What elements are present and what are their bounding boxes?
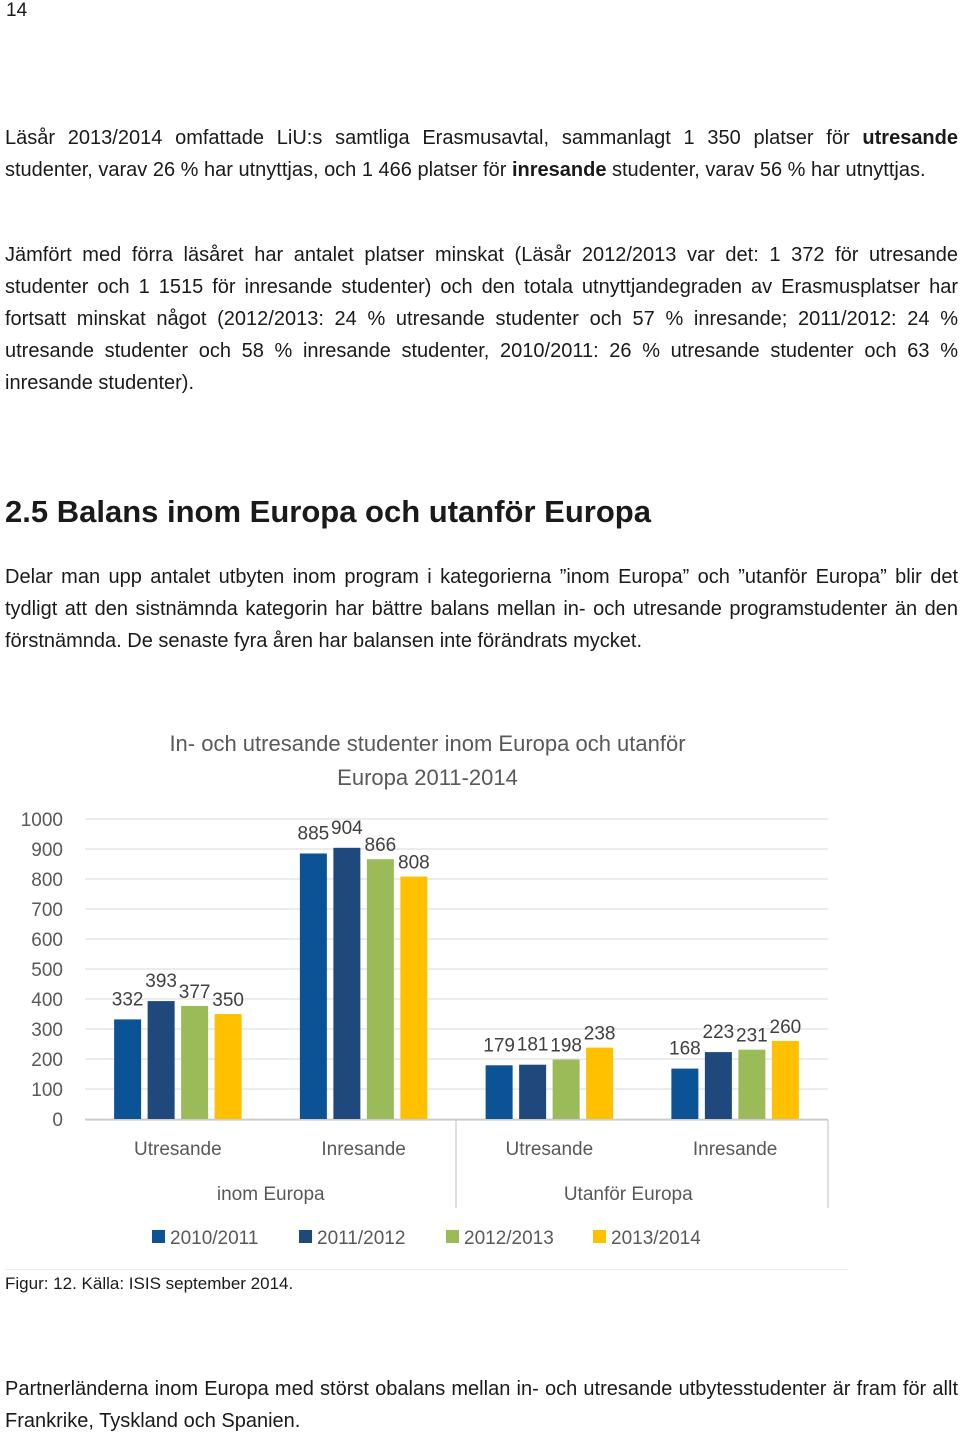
data-label: 904 <box>331 817 363 839</box>
data-label: 393 <box>145 971 177 993</box>
bar-2010-2011 <box>671 1069 698 1119</box>
y-tick-label: 800 <box>31 870 63 891</box>
bar-2013-2014 <box>586 1048 613 1119</box>
bar-2010-2011 <box>300 854 327 1120</box>
section-heading: 2.5 Balans inom Europa och utanför Europa <box>5 494 651 529</box>
bar-2012-2013 <box>367 859 394 1119</box>
data-label: 332 <box>111 989 144 1011</box>
x-category-label: Utresande <box>134 1139 222 1160</box>
data-label: 198 <box>550 1035 582 1057</box>
bar-2012-2013 <box>181 1006 208 1119</box>
y-tick-label: 900 <box>31 840 63 861</box>
data-label: 260 <box>769 1017 802 1038</box>
paragraph-comparison: Jämfört med förra läsåret har antalet platser minskat (Läsår 2012/2013 var det: 1 372 för utresande studenter och 1 1515 för inresande studenter) och den totala utnyttjandegraden av Erasmusplatser har fortsatt minskat något (2012/2013: 24 % utresande studenter och 57 % inresande; 2011/2012: 24 % utresande studenter och 58 % inresande studenter, 2010/2011: 26 % utresande studenter och 63 % inresande studenter). <box>5 244 958 394</box>
legend-swatch <box>152 1230 165 1243</box>
legend-swatch <box>593 1230 606 1243</box>
figure-caption: Figur: 12. Källa: ISIS september 2014. <box>5 1274 294 1293</box>
chart-title-line1: In- och utresande studenter inom Europa och utanför <box>169 731 686 756</box>
bar-2011-2012 <box>519 1065 546 1119</box>
data-label: 168 <box>669 1038 701 1060</box>
bar-2011-2012 <box>333 848 360 1119</box>
bar-2010-2011 <box>114 1019 141 1119</box>
data-label: 179 <box>483 1035 515 1057</box>
legend-label: 2012/2013 <box>464 1228 554 1249</box>
y-tick-label: 500 <box>31 960 63 981</box>
data-label: 238 <box>583 1023 616 1045</box>
bold-utresande: utresande <box>862 127 958 149</box>
bar-2010-2011 <box>486 1065 513 1119</box>
bar-2012-2013 <box>738 1050 765 1119</box>
data-label: 181 <box>516 1034 549 1056</box>
legend-label: 2010/2011 <box>170 1228 259 1249</box>
data-label: 377 <box>178 981 211 1003</box>
bar-2011-2012 <box>148 1001 175 1119</box>
bold-inresande: inresande <box>511 159 607 181</box>
paragraph-text: studenter, varav 56 % har utnyttjas. <box>606 159 926 181</box>
paragraph-text: Läsår 2013/2014 omfattade LiU:s samtliga Erasmusavtal, sammanlagt 1 350 platser för <box>5 127 863 149</box>
bar-2013-2014 <box>772 1041 799 1119</box>
paragraph-partner-countries: Partnerländerna inom Europa med störst obalans mellan in- och utresande utbytesstudenter är fram för allt Frankrike, Tyskland och Spanien. <box>5 1378 958 1432</box>
data-label: 885 <box>297 823 330 845</box>
data-label: 808 <box>398 852 430 874</box>
chart-title-line2: Europa 2011-2014 <box>337 765 518 790</box>
paragraph-erasmus-places <box>5 122 958 186</box>
y-tick-label: 1000 <box>20 810 63 831</box>
data-label: 223 <box>702 1022 735 1044</box>
y-tick-label: 0 <box>52 1110 63 1131</box>
data-label: 231 <box>736 1025 768 1047</box>
legend-label: 2013/2014 <box>611 1228 701 1249</box>
data-label: 350 <box>212 990 244 1011</box>
legend-label: 2011/2012 <box>317 1228 406 1249</box>
y-tick-label: 100 <box>31 1080 63 1101</box>
y-tick-label: 600 <box>31 930 63 951</box>
paragraph-text: studenter, varav 26 % har utnyttjas, och 1 466 platser för <box>5 159 512 181</box>
paragraph-balance: Delar man upp antalet utbyten inom program i kategorierna ”inom Europa” och ”utanför Europa” blir det tydligt att den sistnämnda kategorin har bättre balans mellan in- och utresande programstudenter än den förstnämnda. De senaste fyra åren har balansen inte förändrats mycket. <box>5 566 958 652</box>
data-label: 866 <box>364 835 397 857</box>
x-category-label: Inresande <box>692 1139 778 1160</box>
x-category-label: Utresande <box>505 1139 594 1160</box>
chart-title <box>100 727 755 795</box>
y-tick-label: 300 <box>31 1020 63 1041</box>
x-category-label: Inresande <box>321 1139 406 1160</box>
legend-swatch <box>446 1230 459 1243</box>
legend-swatch <box>299 1230 312 1243</box>
bar-2013-2014 <box>400 877 427 1119</box>
x-group-label: inom Europa <box>216 1184 325 1205</box>
bar-2011-2012 <box>705 1052 732 1119</box>
y-tick-label: 700 <box>31 900 63 921</box>
y-tick-label: 200 <box>31 1050 63 1071</box>
page-number: 14 <box>6 0 28 21</box>
bar-2012-2013 <box>553 1060 580 1119</box>
y-tick-label: 400 <box>31 990 63 1011</box>
x-group-label: Utanför Europa <box>563 1184 693 1205</box>
bar-chart <box>0 800 960 1270</box>
bar-2013-2014 <box>215 1014 242 1119</box>
